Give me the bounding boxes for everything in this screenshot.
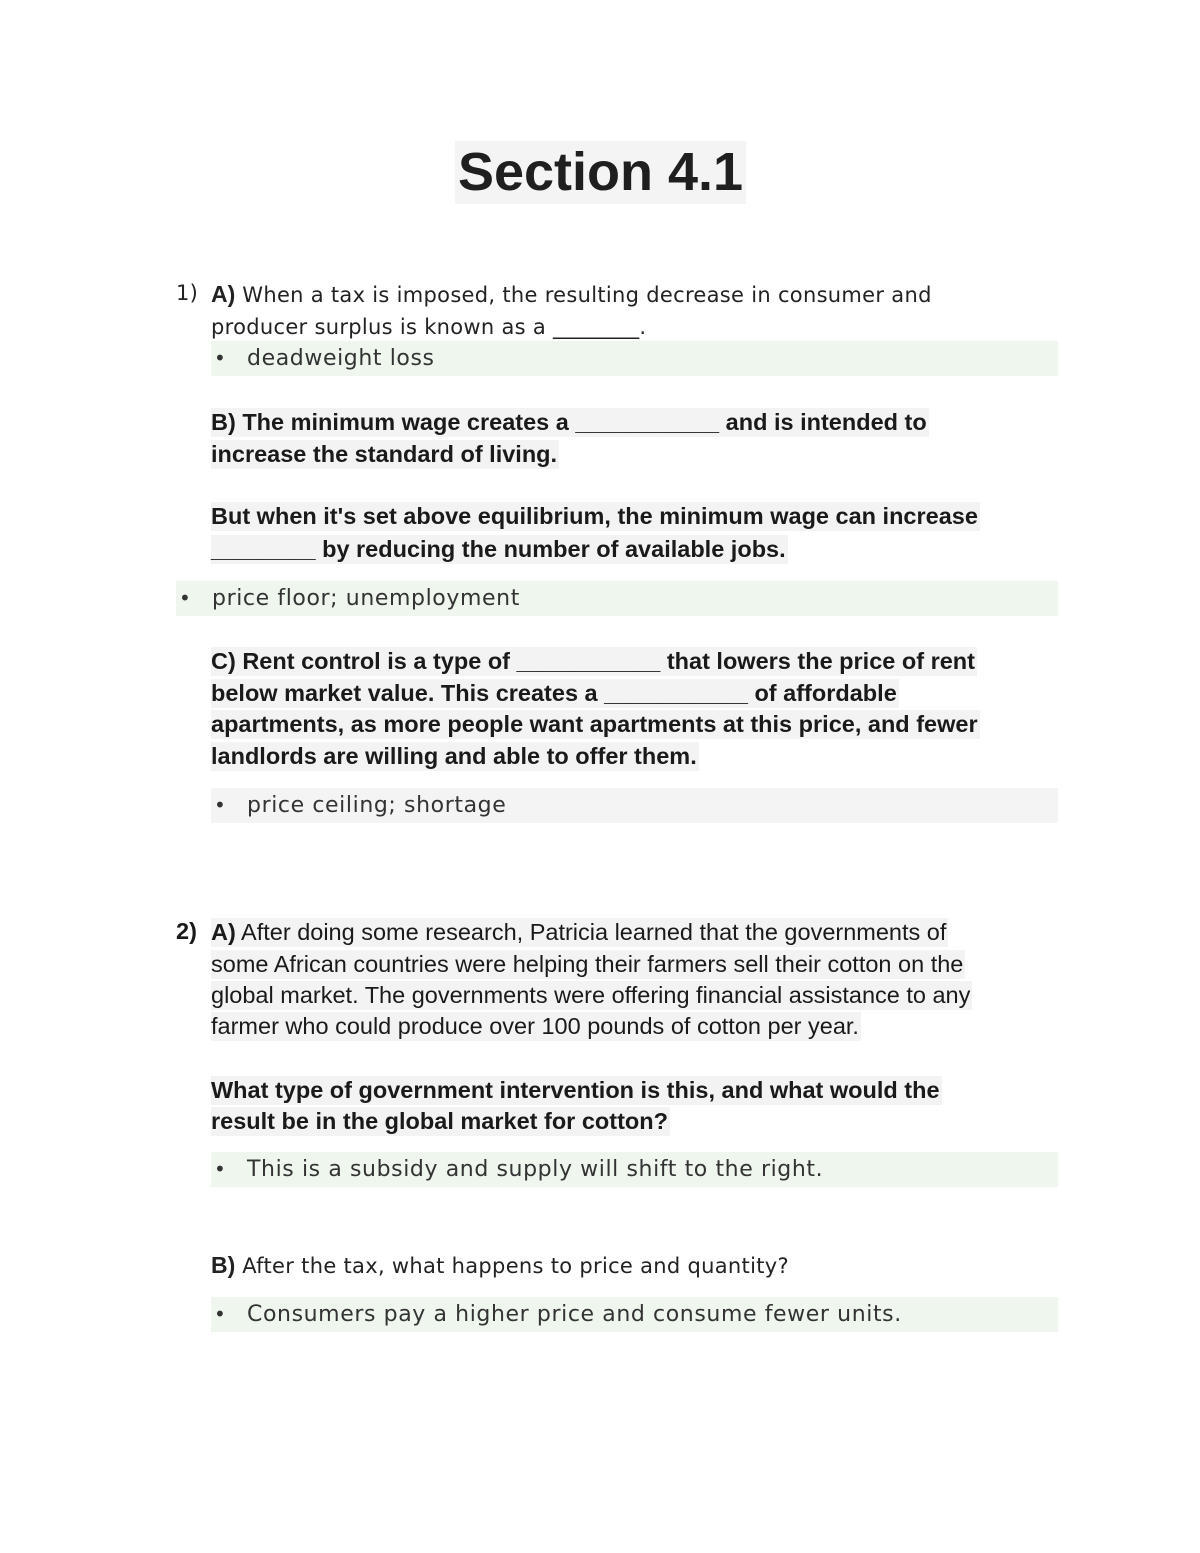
q1c-line-1: C) Rent control is a type of ___________ that lowers the price of rent (211, 648, 975, 674)
q2b-answer (211, 1297, 1058, 1332)
q1a-text-line-2: producer surplus is known as a ________. (211, 315, 647, 339)
bullet-icon: • (179, 586, 192, 610)
q2a-text-line-4: farmer who could produce over 100 pounds of cotton per year. (211, 1013, 859, 1039)
q1b-line-3: But when it's set above equilibrium, the minimum wage can increase (211, 503, 978, 529)
q1b-line-1: B) The minimum wage creates a ___________ and is intended to (211, 409, 927, 435)
q2a-question-line-2: result be in the global market for cotton? (211, 1108, 668, 1134)
q1a-answer-text: deadweight loss (247, 346, 435, 371)
q2a-answer (211, 1152, 1058, 1187)
q2b-label: B) (211, 1252, 236, 1278)
q2a-label: A) (211, 919, 236, 945)
bullet-icon: • (214, 793, 227, 817)
bullet-icon: • (214, 346, 227, 370)
q2a-text-line-2: some African countries were helping their farmers sell their cotton on the (211, 951, 964, 977)
question-number-1: 1) (176, 281, 199, 305)
q1b-line-4: ________ by reducing the number of available jobs. (211, 536, 786, 562)
q2a-answer-text: This is a subsidy and supply will shift to the right. (247, 1157, 824, 1182)
q1a-line1: When a tax is imposed, the resulting decrease in consumer and (242, 283, 932, 307)
q1b-answer (176, 581, 1058, 616)
q1c-line-4: landlords are willing and able to offer them. (211, 743, 697, 769)
q1a-text-line-1 (211, 281, 932, 308)
q2a-text-line-1 (211, 918, 948, 947)
q2b-text (211, 1252, 789, 1279)
bullet-icon: • (214, 1157, 227, 1181)
q2b-answer-text: Consumers pay a higher price and consume fewer units. (247, 1302, 902, 1327)
q1c-line-2: below market value. This creates a ___________ of affordable (211, 680, 897, 706)
q1c-answer (211, 788, 1058, 823)
q2b-question: After the tax, what happens to price and quantity? (242, 1254, 789, 1278)
q1a-label: A) (211, 281, 236, 307)
question-number-2: 2) (176, 918, 197, 944)
q1b-answer-text: price floor; unemployment (212, 586, 520, 611)
page-title: Section 4.1 (455, 141, 746, 204)
q1a-answer (211, 341, 1058, 376)
bullet-icon: • (214, 1302, 227, 1326)
q2a-line1: After doing some research, Patricia learned that the governments of (241, 919, 947, 945)
q1c-line-3: apartments, as more people want apartments at this price, and fewer (211, 711, 978, 737)
q2a-text-line-3: global market. The governments were offering financial assistance to any (211, 982, 971, 1008)
q1c-answer-text: price ceiling; shortage (247, 793, 507, 818)
q1b-line-2: increase the standard of living. (211, 441, 558, 467)
q2a-question-line-1: What type of government intervention is this, and what would the (211, 1077, 940, 1103)
